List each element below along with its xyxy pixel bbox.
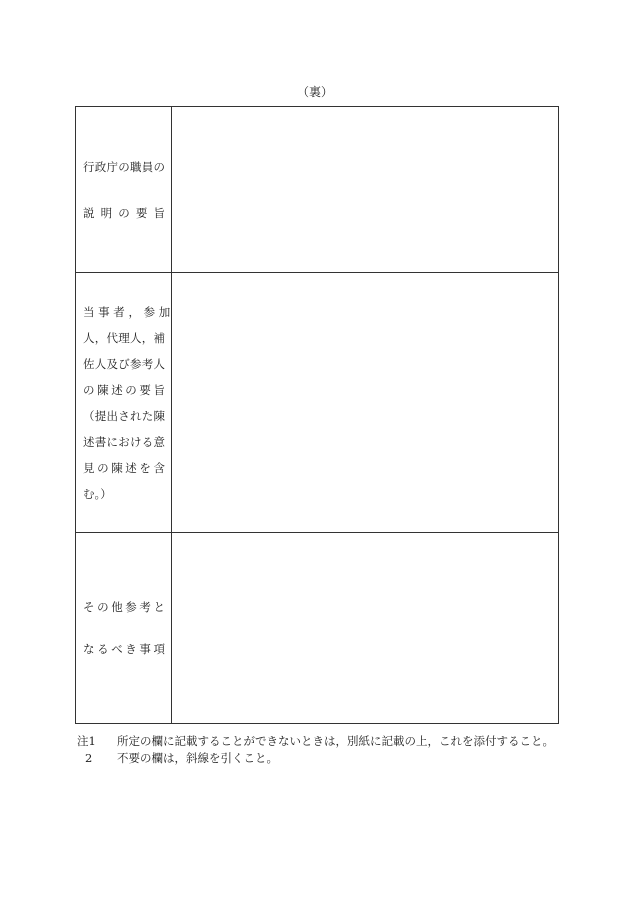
form-row-other-matters <box>76 533 559 724</box>
row-label-cell <box>76 273 172 533</box>
footnote-number: 注1 <box>77 734 96 748</box>
footnote-number: 2 <box>85 751 93 765</box>
row-label-line: （提出された陳 <box>83 408 165 423</box>
row-label-line: 見の陳述を含 <box>83 460 165 475</box>
row-label-line: 述書における意 <box>83 434 165 449</box>
footnote-item <box>77 750 557 767</box>
row-label-cell <box>76 107 172 273</box>
row-label-line: 佐人及び参考人 <box>83 356 165 371</box>
row-label-line: 当 事 者 ， 参 加 <box>83 304 171 319</box>
form-row-staff-explanation <box>76 107 559 273</box>
row-label-line: 説 明 の 要 旨 <box>83 205 165 220</box>
row-label-line: む。） <box>83 486 112 501</box>
footnote-text: 所定の欄に記載することができないときは，別紙に記載の上，これを添付すること。 <box>117 734 554 748</box>
footnotes <box>77 733 557 767</box>
row-label-line: その他参考と <box>83 600 165 614</box>
page-heading: （裏） <box>296 85 333 99</box>
row-label-line: の陳述の要旨 <box>83 382 165 397</box>
staff-explanation-entry-cell[interactable] <box>172 107 559 273</box>
other-matters-entry-cell[interactable] <box>172 533 559 724</box>
hearing-record-form-table <box>75 106 559 724</box>
row-label-line: 人，代理人，補 <box>83 330 165 345</box>
form-row-party-statements <box>76 273 559 533</box>
row-label-cell <box>76 533 172 724</box>
footnote-item <box>77 733 557 750</box>
row-label-line: なるべき事項 <box>83 642 165 656</box>
row-label-line: 行政庁の職員の <box>83 159 165 174</box>
footnote-text: 不要の欄は，斜線を引くこと。 <box>117 751 278 765</box>
party-statements-entry-cell[interactable] <box>172 273 559 533</box>
